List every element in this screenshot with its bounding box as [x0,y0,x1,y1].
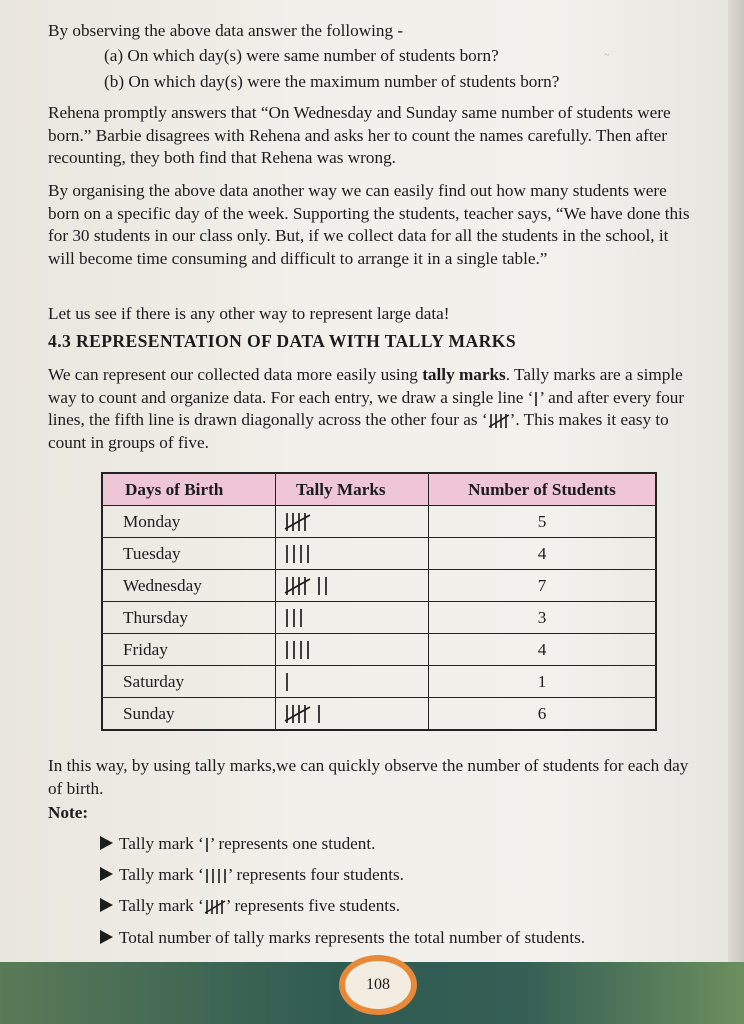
paragraph-rehena: Rehena promptly answers that “On Wednesday and Sunday same number of students were born.” Barbie disagrees with Rehena and asks her to count the names carefully. Then after recounting, they both find that Rehena was wrong. [48,103,671,167]
table-header-row [102,473,656,506]
note-label: Note: [48,803,89,822]
day-cell: Saturday [102,666,276,698]
note-pre: Tally mark ‘ [119,834,204,853]
tally-marks-term: tally marks [422,365,506,384]
section-paragraph [48,364,696,454]
question-b: (b) On which day(s) were the maximum number of students born? [104,72,560,91]
section-title: 4.3 REPRESENTATION OF DATA WITH TALLY MARKS [48,331,517,351]
note-pre: Tally mark ‘ [119,896,204,915]
tally-mark-icon [284,671,297,693]
arrow-icon [100,867,113,881]
tally-mark-icon [284,543,318,565]
count-cell: 6 [429,698,657,731]
four-tally-icon [204,868,228,884]
header-count: Number of Students [429,473,657,506]
five-tally-icon [204,898,226,916]
tally-mark-icon [284,703,335,725]
count-cell: 5 [429,506,657,538]
table-row [102,570,656,602]
summary-text: In this way, by using tally marks,we can quickly observe the number of students for each day of birth. [48,756,689,798]
header-days: Days of Birth [102,473,276,506]
arrow-icon [100,836,113,850]
note-item [100,864,404,886]
note-post: Total number of tally marks represents the total number of students. [119,928,586,947]
day-cell: Thursday [102,602,276,634]
table-row [102,538,656,570]
tally-mark-icon [284,639,318,661]
note-item [100,895,400,917]
intro-text: By observing the above data answer the following - [48,21,404,40]
tally-cell [276,570,429,602]
note-post: ’ represents four students. [227,865,404,884]
paragraph-large-data: Let us see if there is any other way to represent large data! [48,304,450,323]
note-pre: Tally mark ‘ [119,865,204,884]
count-cell: 3 [429,602,657,634]
smudge-mark: ~ [604,50,610,61]
page-number: 108 [339,955,417,1015]
count-cell: 7 [429,570,657,602]
tally-cell [276,666,429,698]
day-cell: Tuesday [102,538,276,570]
table-row [102,602,656,634]
table-row [102,666,656,698]
header-tally: Tally Marks [276,473,429,506]
paragraph-organising: By organising the above data another way we can easily find out how many students were born on a specific day of the week. Supporting the students, teacher says, “We have done this for 30 students in our class only. But, if we collect data for all the students in the school, it will become time consuming and difficult to arrange it in a single table.” [48,181,690,268]
note-post: ’ represents five students. [225,896,401,915]
tally-cell [276,634,429,666]
day-cell: Friday [102,634,276,666]
page-edge [728,0,744,1024]
day-cell: Sunday [102,698,276,731]
note-post: ’ represents one student. [209,834,376,853]
tally-cell [276,698,429,731]
table-row [102,506,656,538]
tally-mark-icon [284,607,311,629]
question-a: (a) On which day(s) were same number of students born? [104,46,499,65]
sec-text-c: ’ and after every four lines, the fifth line is drawn diagonally across the other four as ‘ [48,387,685,429]
note-item [100,927,585,949]
tally-cell [276,602,429,634]
tally-cell [276,506,429,538]
day-cell: Wednesday [102,570,276,602]
tally-table [101,472,657,731]
tally-mark-icon [284,575,342,597]
tally-mark-icon [284,511,320,533]
sec-text-b: . Tally marks are a simple way to count and organize data. For each entry, we draw a single line ‘ [48,365,683,407]
day-cell: Monday [102,506,276,538]
tally-cell [276,538,429,570]
note-item [100,833,375,855]
sec-text-a: We can represent our collected data more easily using [48,365,423,384]
count-cell: 4 [429,634,657,666]
five-tally-icon [488,412,510,430]
count-cell: 4 [429,538,657,570]
sec-text-d: ’. This makes it easy to count in groups of five. [48,410,669,452]
table-row [102,698,656,731]
count-cell: 1 [429,666,657,698]
arrow-icon [100,930,113,944]
table-row [102,634,656,666]
arrow-icon [100,898,113,912]
